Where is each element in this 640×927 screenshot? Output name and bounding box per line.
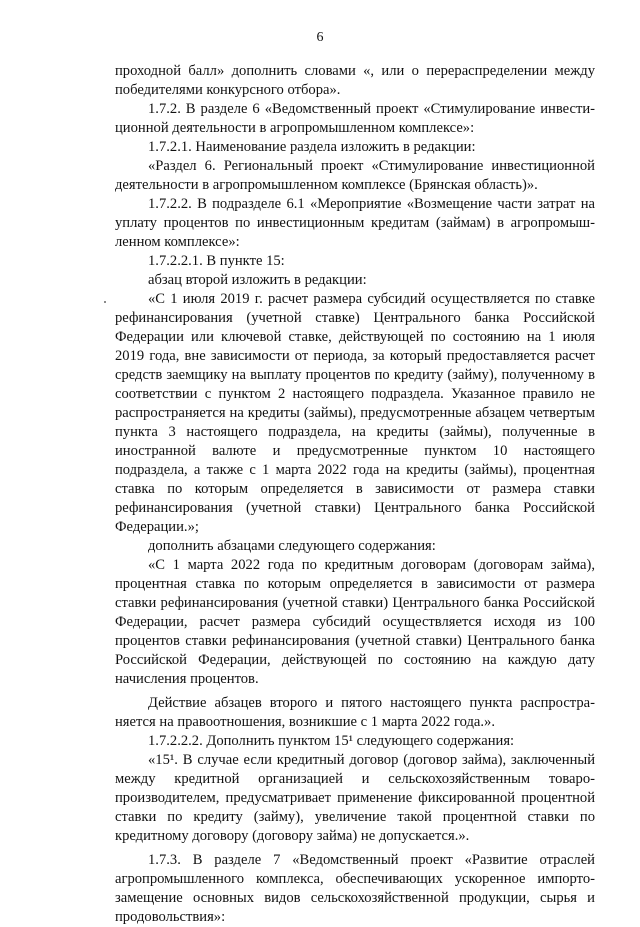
paragraph: 1.7.2.2. В подразделе 6.1 «Мероприятие «Возмещение части затрат на уплату процентов по инвестиционным кредитам (займам) в агропромыш-ленном комплексе»: bbox=[115, 196, 595, 250]
paragraph: 1.7.2.2.2. Дополнить пунктом 15¹ следующего содержания: bbox=[148, 733, 515, 749]
paragraph: дополнить абзацами следующего содержания: bbox=[148, 538, 436, 554]
paragraph: 1.7.2.2.1. В пункте 15: bbox=[148, 253, 285, 269]
paragraph: «С 1 марта 2022 года по кредитным договорам (договорам займа), процентная ставка по которым определяется в зависимости от размера ставки рефинансирования (учетной ставки) Центрального банка Российской Федерации, расчет размера субсидий осуществляется исходя из 100 процентов ставки рефинансирования (учетной ставки) Центрального банка Российской Федерации, действующей по состоянию на каждую дату начисления процентов. bbox=[115, 557, 595, 687]
paragraph: «С 1 июля 2019 г. расчет размера субсидий осуществляется по ставке рефинансирования (учетной ставке) Центрального банка Российской Федерации или ключевой ставке, действующей по состоянию на 1 июля 2019 года, вне зависимости от периода, за который предоставляется расчет средств заемщику на выплату процентов по кредиту (займу), полученному в соответствии с пунктом 2 настоящего подраздела. Указанное правило не распространяется на кредиты (займы), предусмотренные абзацем четвертым пункта 3 настоящего подраздела, на кредиты (займы), полученные в иностранной валюте и предусмотренные пунктом 10 настоящего подраздела, а также с 1 марта 2022 года на кредиты (займы), процентная ставка по которым определяется в зависимости от размера ставки рефинансирования (учетной ставки) Центрального банка Российской Федерации.»; bbox=[115, 291, 595, 535]
paragraph: 1.7.3. В разделе 7 «Ведомственный проект «Развитие отраслей агропромышленного комплекса, обеспечивающих ускоренное импорто-замещение основных видов сельскохозяйственной продукции, сырья и продовольствия»: bbox=[115, 852, 595, 925]
paragraph: абзац второй изложить в редакции: bbox=[148, 272, 367, 288]
paragraph: Действие абзацев второго и пятого настоящего пункта распростра-няется на правоотношения, возникшие с 1 марта 2022 года.». bbox=[115, 695, 595, 730]
paragraph: «15¹. В случае если кредитный договор (договор займа), заключенный между кредитной организацией и сельскохозяйственным товаро-производителем, предусматривает применение фиксированной процентной ставки по кредиту (займу), увеличение такой процентной ставки по кредитному договору (договору займа) не допускается.». bbox=[115, 752, 595, 844]
paragraph: проходной балл» дополнить словами «, или о перераспределении между победителями конкурсного отбора». bbox=[115, 63, 595, 98]
margin-mark bbox=[104, 301, 106, 303]
document-body bbox=[115, 62, 595, 927]
paragraph: 1.7.2. В разделе 6 «Ведомственный проект «Стимулирование инвести-ционной деятельности в агропромышленном комплексе»: bbox=[115, 101, 595, 136]
paragraph: 1.7.2.1. Наименование раздела изложить в редакции: bbox=[148, 139, 476, 155]
paragraph: «Раздел 6. Региональный проект «Стимулирование инвестиционной деятельности в агропромышленном комплексе (Брянская область)». bbox=[115, 158, 595, 193]
page-number: 6 bbox=[316, 30, 324, 45]
